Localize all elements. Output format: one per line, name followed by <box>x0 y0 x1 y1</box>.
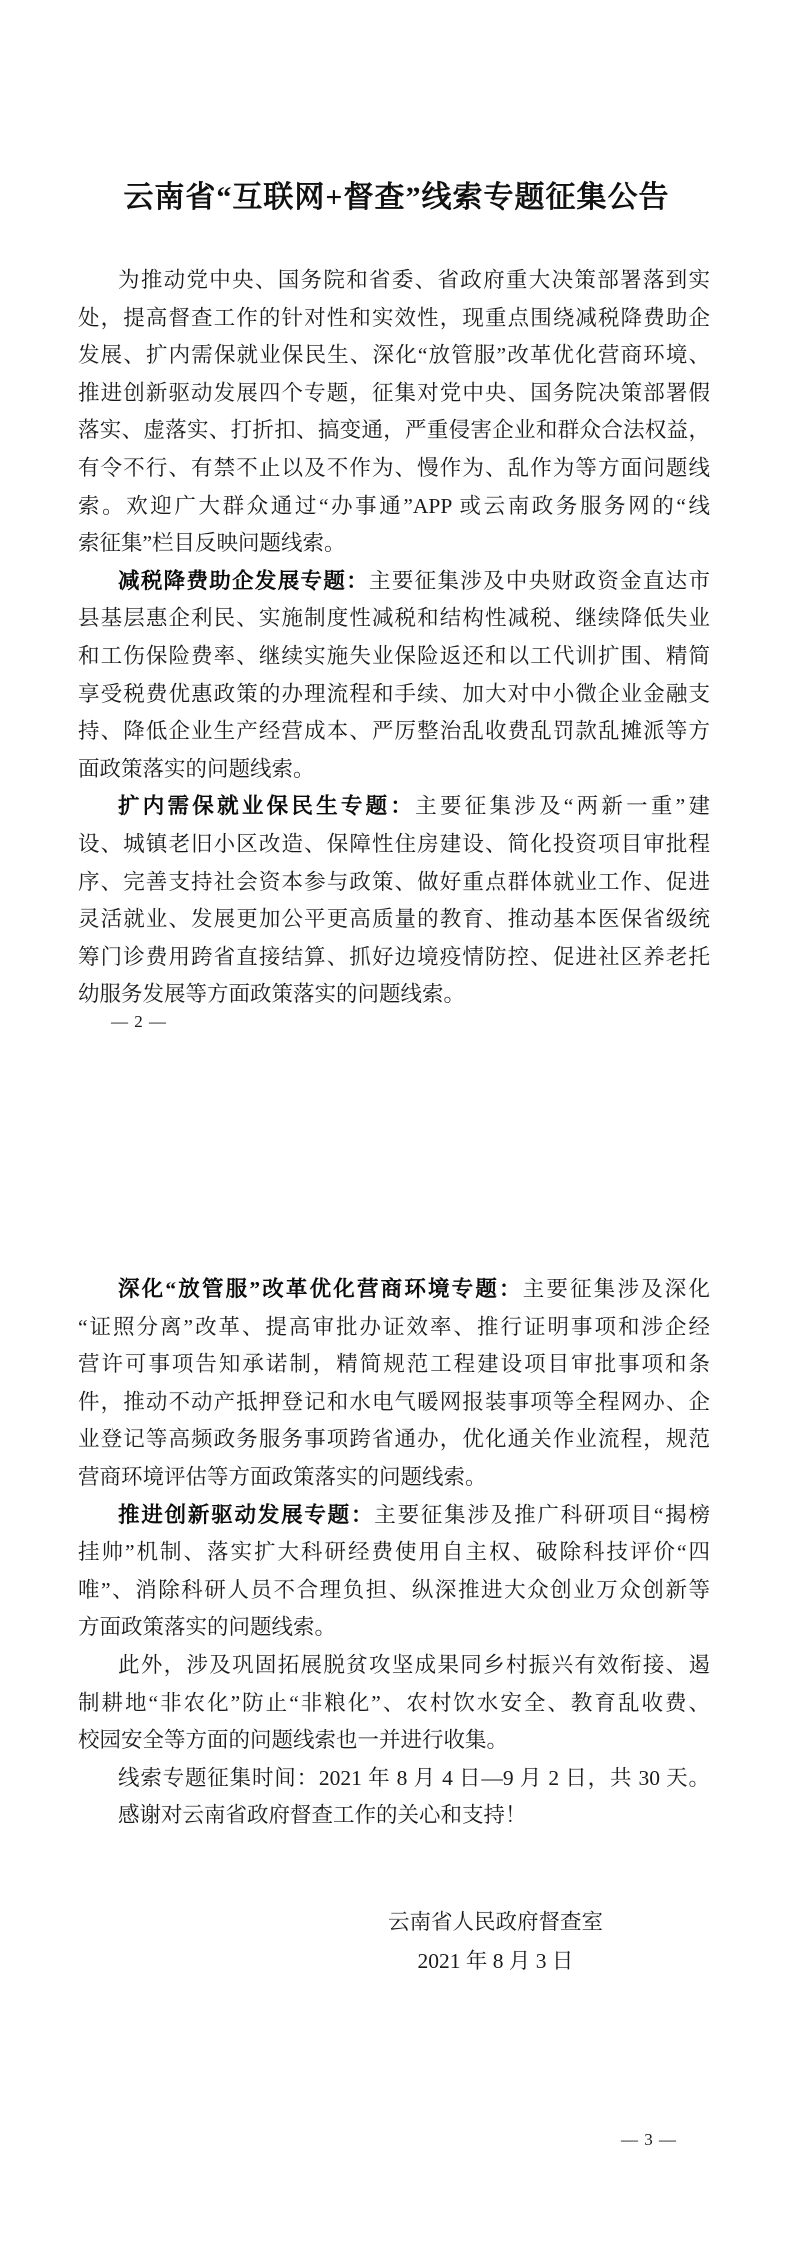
paragraph-line: 业登记等高频政务服务事项跨省通办，优化通关作业流程，规范 <box>78 1427 710 1452</box>
paragraph-line: 感谢对云南省政府督查工作的关心和支持！ <box>118 1803 527 1828</box>
paragraph-line: 索征集”栏目反映问题线索。 <box>78 531 346 556</box>
paragraph-line: 索。欢迎广大群众通过“办事通”APP 或云南政务服务网的“线 <box>78 493 710 518</box>
paragraph-line: 设、城镇老旧小区改造、保障性住房建设、简化投资项目审批程 <box>78 831 710 856</box>
paragraph-lead: 推进创新驱动发展专题： <box>118 1502 375 1527</box>
paragraph-lead: 深化“放管服”改革优化营商环境专题： <box>118 1277 523 1301</box>
paragraph-line: 挂帅”机制、落实扩大科研经费使用自主权、破除科技评价“四 <box>78 1540 710 1565</box>
paragraph-line: 校园安全等方面的问题线索也一并进行收集。 <box>78 1728 509 1753</box>
paragraph-line: 减税降费助企发展专题：主要征集涉及中央财政资金直达市 <box>118 568 710 593</box>
paragraph-line: 享受税费优惠政策的办理流程和手续、加大对中小微企业金融支 <box>78 681 710 706</box>
paragraph-line: 发展、扩内需保就业保民生、深化“放管服”改革优化营商环境、 <box>78 343 710 368</box>
paragraph-line: 面政策落实的问题线索。 <box>78 756 315 781</box>
page-number-3: — 3 — <box>621 2130 677 2149</box>
paragraph-line: 为推动党中央、国务院和省委、省政府重大决策部署落到实 <box>118 268 710 292</box>
paragraph-line: 制耕地“非农化”防止“非粮化”、农村饮水安全、教育乱收费、 <box>78 1690 710 1715</box>
page-2-body <box>78 1271 710 1835</box>
paragraph-line: “证照分离”改革、提高审批办证效率、推行证明事项和涉企经 <box>78 1314 710 1339</box>
paragraph-line: 深化“放管服”改革优化营商环境专题：主要征集涉及深化 <box>118 1277 710 1301</box>
signature-org: 云南省人民政府督查室 <box>387 1910 603 1934</box>
paragraph-line: 扩内需保就业保民生专题：主要征集涉及“两新一重”建 <box>118 794 710 819</box>
paragraph-line: 有令不行、有禁不止以及不作为、慢作为、乱作为等方面问题线 <box>78 455 710 480</box>
paragraph-line: 落实、虚落实、打折扣、搞变通，严重侵害企业和群众合法权益， <box>78 418 710 443</box>
paragraph-line: 持、降低企业生产经营成本、严厉整治乱收费乱罚款乱摊派等方 <box>78 719 710 744</box>
signature-block <box>388 1903 603 1981</box>
paragraph-lead: 减税降费助企发展专题： <box>118 568 370 593</box>
paragraph-line: 件，推动不动产抵押登记和水电气暖网报装事项等全程网办、企 <box>78 1389 710 1414</box>
paragraph-line: 营许可事项告知承诺制，精简规范工程建设项目审批事项和条 <box>78 1352 710 1377</box>
paragraph-line: 唯”、消除科研人员不合理负担、纵深推进大众创业万众创新等 <box>78 1577 710 1602</box>
paragraph-line: 幼服务发展等方面政策落实的问题线索。 <box>78 982 466 1007</box>
page-1-body <box>78 262 710 1014</box>
paragraph-line: 县基层惠企利民、实施制度性减税和结构性减税、继续降低失业 <box>78 606 710 631</box>
paragraph-line: 此外，涉及巩固拓展脱贫攻坚成果同乡村振兴有效衔接、遏 <box>118 1652 710 1677</box>
paragraph-line: 序、完善支持社会资本参与政策、做好重点群体就业工作、促进 <box>78 869 710 894</box>
paragraph-line: 和工伤保险费率、继续实施失业保险返还和以工代训扩围、精简 <box>78 643 710 668</box>
paragraph-line: 线索专题征集时间：2021 年 8 月 4 日—9 月 2 日，共 30 天。 <box>118 1765 710 1790</box>
paragraph-line: 方面政策落实的问题线索。 <box>78 1615 337 1640</box>
paragraph-line: 推进创新驱动发展专题：主要征集涉及推广科研项目“揭榜 <box>118 1502 710 1527</box>
paragraph-line: 营商环境评估等方面政策落实的问题线索。 <box>78 1464 487 1489</box>
paragraph-line: 处，提高督查工作的针对性和实效性，现重点围绕减税降费助企 <box>78 305 710 330</box>
paragraph-lead: 扩内需保就业保民生专题： <box>118 794 416 819</box>
paragraph-line: 筹门诊费用跨省直接结算、抓好边境疫情防控、促进社区养老托 <box>78 944 710 969</box>
signature-date: 2021 年 8 月 3 日 <box>417 1949 574 1973</box>
page-number-2: — 2 — <box>111 1012 167 1031</box>
document-title: 云南省“互联网+督查”线索专题征集公告 <box>123 181 670 214</box>
paragraph-line: 灵活就业、发展更加公平更高质量的教育、推动基本医保省级统 <box>78 907 710 932</box>
paragraph-line: 推进创新驱动发展四个专题，征集对党中央、国务院决策部署假 <box>78 380 710 405</box>
